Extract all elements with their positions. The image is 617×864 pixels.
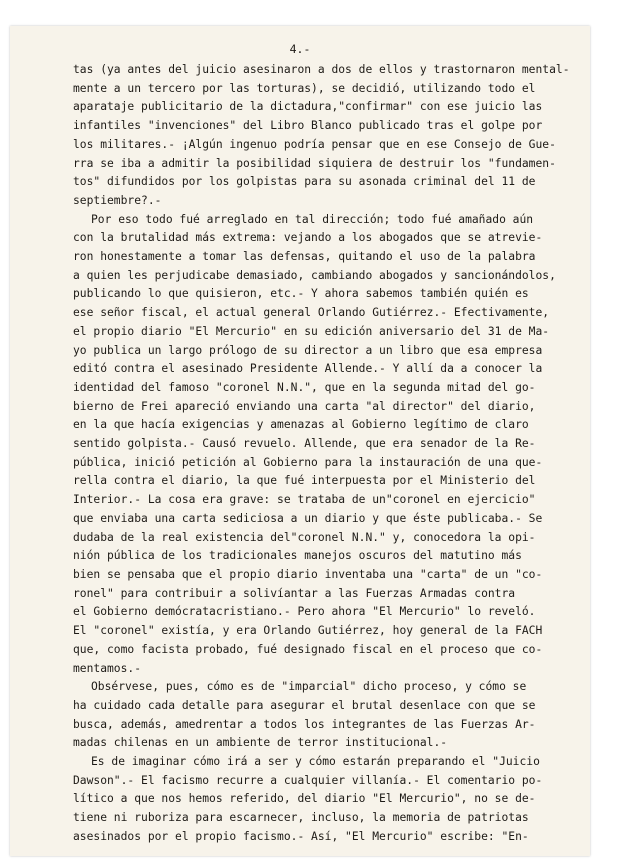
text-line: tas (ya antes del juicio asesinaron a dos de ellos y trastornaron mental-: [73, 63, 570, 76]
text-line: en la que hacía exigencias y amenazas al Gobierno legítimo de claro: [73, 418, 529, 432]
page-number: 4.-: [289, 42, 311, 56]
text-line: los militares.- ¡Algún ingenuo podría pensar que en ese Consejo de Gue-: [73, 137, 556, 151]
text-line: busca, además, amedrentar a todos los integrantes de las Fuerzas Ar-: [73, 717, 536, 731]
text-line: aparataje publicitario de la dictadura,"confirmar" con ese juicio las: [73, 100, 543, 114]
text-line: Dawson".- El facismo recurre a cualquier villanía.- El comentario po-: [73, 773, 543, 787]
paragraph-start-line: Es de imaginar cómo irá a ser y cómo estarán preparando el "Juicio: [91, 755, 540, 769]
body-text: [73, 61, 570, 847]
text-line: rella contra el diario, la que fué interpuesta por el Ministerio del: [73, 474, 536, 488]
text-line: tiene ni ruboriza para escarnecer, incluso, la memoria de patriotas: [73, 811, 529, 825]
text-line: mentamos.-: [73, 661, 142, 675]
text-line: dudaba de la real existencia del"coronel N.N." y, conocedora la opi-: [73, 530, 536, 544]
text-line: nión pública de los tradicionales manejos oscuros del matutino más: [73, 549, 522, 563]
text-line: pública, inició petición al Gobierno para la instauración de una que-: [73, 455, 543, 469]
text-line: ha cuidado cada detalle para asegurar el brutal desenlace con que se: [73, 698, 536, 712]
text-line: ronel" para contribuir a solivíantar a las Fuerzas Armadas contra: [73, 586, 516, 600]
text-line: tos" difundidos por los golpistas para su asonada criminal del 11 de: [73, 175, 536, 189]
text-line: yo publica un largo prólogo de su director a un libro que esa empresa: [73, 343, 543, 357]
text-line: mente a un tercero por las torturas), se decidió, utilizando todo el: [73, 81, 536, 95]
text-line: ron honestamente a tomar las defensas, quitando el uso de la palabra: [73, 250, 536, 264]
text-line: rra se iba a admitir la posibilidad siquiera de destruir los "fundamen-: [73, 156, 556, 170]
text-line: bierno de Frei apareció enviando una carta "al director" del diario,: [73, 399, 536, 413]
text-line: que enviaba una carta sediciosa a un diario y que éste publicaba.- Se: [73, 511, 543, 525]
document-page: [10, 26, 590, 856]
paragraph-start-line: Obsérvese, pues, cómo es de "imparcial" dicho proceso, y cómo se: [91, 680, 527, 694]
text-line: ese señor fiscal, el actual general Orlando Gutiérrez.- Efectivamente,: [73, 306, 550, 320]
text-line: lítico a que nos hemos referido, del diario "El Mercurio", no se de-: [73, 792, 536, 806]
text-line: Interior.- La cosa era grave: se trataba de un"coronel en ejercicio": [73, 493, 536, 507]
text-line: septiembre?.-: [73, 193, 162, 207]
text-line: el propio diario "El Mercurio" en su edición aniversario del 31 de Ma-: [73, 324, 550, 338]
text-line: editó contra el asesinado Presidente Allende.- Y allí da a conocer la: [73, 362, 543, 376]
text-line: identidad del famoso "coronel N.N.", que en la segunda mitad del go-: [73, 380, 536, 394]
text-line: a quien les perjudicabe demasiado, cambiando abogados y sancionándolos,: [73, 268, 556, 282]
text-line: publicando lo que quisieron, etc.- Y ahora sabemos también quién es: [73, 287, 529, 301]
text-line: que, como facista probado, fué designado fiscal en el proceso que co-: [73, 642, 543, 656]
text-line: asesinados por el propio facismo.- Así, "El Mercurio" escribe: "En-: [73, 829, 529, 843]
text-line: infantiles "invenciones" del Libro Blanco publicado tras el golpe por: [73, 119, 543, 133]
text-line: bien se pensaba que el propio diario inventaba una "carta" de un "co-: [73, 567, 543, 581]
text-line: sentido golpista.- Causó revuelo. Allende, que era senador de la Re-: [73, 437, 536, 451]
text-line: el Gobierno demócratacristiano.- Pero ahora "El Mercurio" lo reveló.: [73, 605, 536, 619]
text-line: madas chilenas en un ambiente de terror institucional.-: [73, 736, 448, 750]
text-line: con la brutalidad más extrema: vejando a los abogados que se atrevie-: [73, 231, 543, 245]
text-line: El "coronel" existía, y era Orlando Gutiérrez, hoy general de la FACH: [73, 624, 543, 638]
paragraph-start-line: Por eso todo fué arreglado en tal dirección; todo fué amañado aún: [91, 212, 534, 226]
